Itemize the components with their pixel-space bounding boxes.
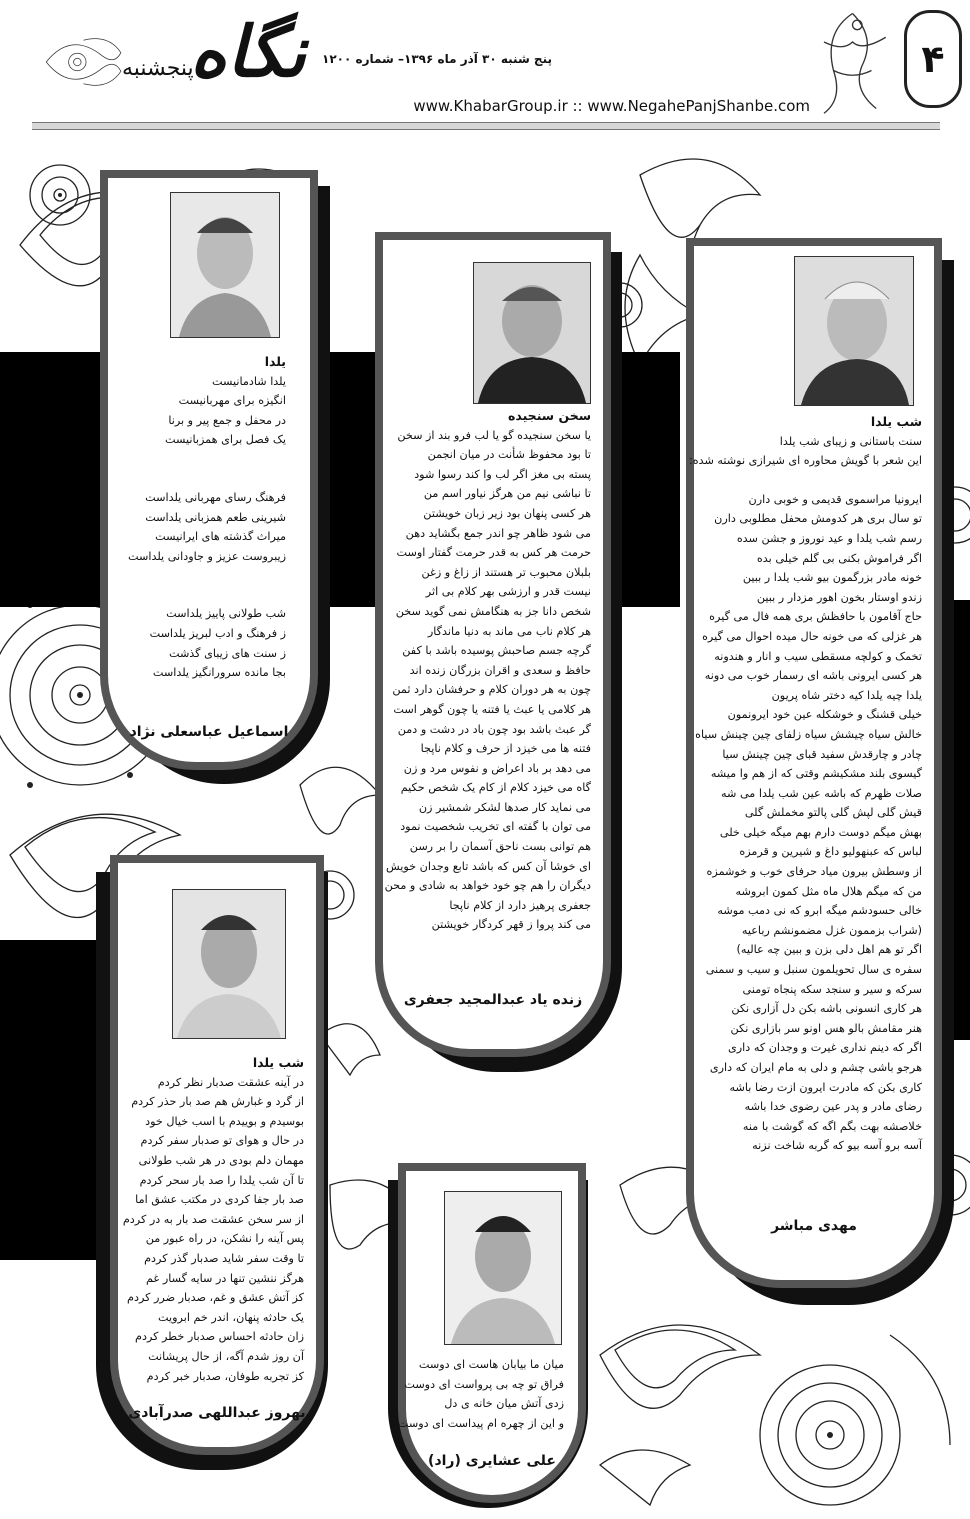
poem-line: کز تجربه طوفان، صدبار خبر کردم: [146, 1369, 304, 1383]
masthead-subtitle: پنجشنبه: [122, 56, 194, 81]
poem-line: زندو اوستار بخون اهور مزدار ر ببین: [756, 590, 922, 604]
poem-line: فرهنگ رسای مهربانی یلداست: [145, 490, 286, 504]
poem-line: تا بود محفوظ شأنت در میان انجمن: [427, 448, 591, 462]
poem-line: ز سنت های زیبای گذشت: [168, 646, 286, 660]
poem-line: قیش گلی لپش گلی پالتو مخملش گلی: [744, 806, 922, 820]
poem-line: هم توانی بست ناحق آسمان را بر رسن: [409, 840, 591, 854]
portrait-photo-behrouz: [172, 889, 286, 1039]
stanza-gap: [106, 450, 286, 469]
poem-line: فتنه ها می خیزد از حرف و کلام ناپجا: [420, 742, 591, 756]
poem-line: در حال و هوای تو صدبار سفر کردم: [140, 1134, 304, 1148]
poem-line: اگر فراموش بکنی بی گلم خیلی بده: [756, 551, 922, 565]
poem-line: هر کسی پنهان بود زیر زبان خویشتن: [423, 506, 591, 520]
poem-text-jafari: [379, 406, 591, 935]
poem-line: بلبلان محبوب تر هستند از زاغ و زغن: [421, 565, 591, 579]
poem-line: گاه می خیزد کلام از کام یک شخص حکیم: [400, 781, 591, 795]
poem-line: هر کاری انسونی باشه بکن دل آزاری نکن: [731, 1002, 922, 1016]
stanza-gap: [106, 585, 286, 604]
poem-line: صلات ظهرم که باشه عین شب یلدا می شه: [721, 786, 922, 800]
poem-text-abbasali: [106, 352, 286, 683]
poem-line: بهش میگم دوست دارم بهم میگه خیلی خلی: [719, 825, 922, 839]
poem-line: بوسیدم و بوییدم با اسب خیال خود: [145, 1114, 304, 1128]
poem-line: میان ما بیابان هاست ای دوست: [418, 1358, 564, 1371]
poem-line: کاری بکن که مادرت ایرون ازت رضا باشه: [729, 1080, 922, 1094]
poem-line: در محفل و جمع پیر و برنا: [168, 413, 286, 427]
poem-line: تا آن شب یلدا را صد بار سحر کردم: [139, 1173, 304, 1187]
author-name: زنده یاد عبدالمجید جعفری: [403, 992, 583, 1008]
poem-title: شب یلدا: [252, 1055, 304, 1070]
poem-line: زان حادثه احساس صدبار خطر کردم: [135, 1330, 304, 1344]
website-urls: www.KhabarGroup.ir :: www.NegahePanjShanbe.com: [413, 97, 810, 115]
poem-line: رضای مادر و پدر عین رضوی خدا باشه: [744, 1100, 922, 1114]
poem-line: لباس که عبنهولیو داغ و شیرین و قرمزه: [739, 845, 922, 859]
poem-line: زدی آتش میان خانه ی دل: [444, 1397, 564, 1411]
portrait-photo-mobasher: [794, 256, 914, 406]
stanza-gap: [106, 469, 286, 488]
page-header: [0, 0, 970, 135]
portrait-photo-jafari: [473, 262, 591, 404]
poem-line: پس آینه را نشکن، در راه عبور من: [145, 1232, 304, 1246]
poem-card-jafari: [375, 232, 611, 1057]
poem-line: یلدا چیه یلدا کیه دختر شاه پریون: [771, 688, 922, 702]
poem-line: سرکه و سیر و سنجد سکه پنجاه تومنی: [742, 982, 922, 996]
poem-line: می نماید کار صدها لشکر شمشیر زن: [418, 800, 591, 814]
issue-date: پنج شنبه ۳۰ آذر ماه ۱۳۹۶– شماره ۱۲۰۰: [322, 52, 552, 66]
poem-line: چون به هر دوران کلام و حرفشان دارد ثمن: [392, 683, 591, 697]
poem-line: ز فرهنگ و ادب لبریز یلداست: [149, 626, 286, 640]
poem-line: می کند پروا ز قهر کردگار خویشتن: [431, 918, 591, 932]
poem-text-behrouz: [114, 1053, 304, 1386]
poem-line: گیسوی بلند مشکیشم وقتی که از هم وا میشه: [710, 767, 922, 781]
poem-card-abbasali: [100, 170, 318, 770]
poem-line: می توان با گفته ای تخریب شخصیت نمود: [400, 820, 591, 834]
poem-line: می شود ظاهر چو اندر جمع بگشاید دهن: [405, 526, 591, 540]
poem-line: زیبروست عزیز و جاودانی یلداست: [127, 549, 286, 563]
poem-line: مهمان دلم بودی در هر شب طولانی: [138, 1153, 304, 1167]
author-name: مهدی مباشر: [771, 1218, 857, 1234]
poem-line: شیرینی طعم همزبانی یلداست: [145, 510, 286, 524]
poem-line: یلدا شادمانیست: [212, 374, 286, 388]
poem-line: و این از چهره ام پیداست ای دوست: [397, 1416, 564, 1430]
poem-card-mobasher: [686, 238, 942, 1288]
poem-line: چادر و چارقدش سفید قبای چین چینش سیا: [722, 747, 922, 761]
poem-line: شب طولانی پاییز یلداست: [166, 607, 286, 621]
poem-line: یک فصل برای همزبانیست: [165, 433, 286, 447]
poem-text-mobasher: [688, 412, 922, 1156]
poem-title: یلدا: [264, 354, 286, 369]
poem-line: ایرونیا مراسموی قدیمی و خوبی دارن: [748, 492, 922, 506]
portrait-icon: [445, 1192, 561, 1344]
author-name: اسماعیل عباسعلی نژاد: [129, 724, 289, 740]
portrait-icon: [173, 890, 285, 1038]
poem-card-ashayeri: [398, 1163, 586, 1503]
poem-line: خالی حسودشم میگه ابرو که نی دمب موشه: [717, 904, 922, 918]
poem-line: تا وقت سفر شاید صدبار گذر کردم: [144, 1251, 304, 1265]
poem-line: از سر سخن عشقت صد بار به در کردم: [122, 1212, 304, 1226]
poem-line: تا نباشی نیم من هرگز نیاور اسم من: [423, 487, 591, 501]
poem-line: سفره ی سال تحویلمون سنبل و سیب و سمنی: [705, 963, 922, 977]
poem-line: فراق تو چه بی پرواست ای دوست: [404, 1377, 564, 1391]
poem-line: نیست قدر و ارزشی بهر کلام بی اثر: [425, 585, 591, 599]
poem-line: آسه برو آسه بیو که گربه شاخت نزنه: [752, 1139, 922, 1153]
poem-line: از وسطش بیرون میاد حرفای خوب و خوشمزه: [706, 865, 922, 879]
poem-line: هر غزلی که می خونه حال میده احوال می گیره: [702, 629, 922, 643]
poem-line: خیلی قشنگ و خوشکله عین خود ایرونمون: [727, 708, 922, 722]
poem-line: خالش سیاه چیشش سیاه زلفای چین چینش سیاه: [695, 727, 922, 741]
poem-line: جعفری پرهیز دارد از کلام ناپجا: [449, 898, 591, 912]
phoenix-ornament: [805, 2, 900, 120]
poem-line: آن روز شدم آگه، از حال پریشانت: [148, 1349, 304, 1363]
stanza-gap: [688, 471, 922, 490]
poem-line: هر کلام ناب می ماند به دنیا ماندگار: [427, 624, 591, 638]
poem-line: سنت باستانی و زیبای شب یلدا: [779, 434, 922, 448]
poem-title: سخن سنجیده: [507, 408, 591, 423]
poem-line: کز آتش عشق و غم، صدبار ضرر کردم: [127, 1291, 304, 1305]
poem-line: ای خوشا آن کس که باشد تابع وجدان خویش: [386, 859, 591, 873]
poem-line: یا سخن سنجیده گو یا لب فرو بند از سخن: [397, 428, 591, 442]
stanza-gap: [106, 566, 286, 585]
poem-text-ashayeri: [397, 1355, 564, 1433]
poem-line: هنر مقامش بالو هس اونو سر بازاری نکن: [730, 1021, 922, 1035]
poem-line: صد بار جفا کردی در مکتب عشق اما: [135, 1193, 304, 1207]
portrait-icon: [474, 263, 590, 403]
poem-line: خونه مادر بزرگمون بیو شب یلدا ر ببین: [742, 571, 922, 585]
poem-line: اگر تو هم اهل دلی بزن و ببین چه عالیه): [736, 943, 922, 957]
black-band-top-left: [0, 352, 110, 607]
poem-line: من که میگم هلال ماه مثل کمون ابروشه: [735, 884, 922, 898]
poem-line: شخص دانا جز به هنگامش نمی گوید سخن: [395, 604, 591, 618]
poem-line: اگر که دینم نداری غیرت و وجدان که داری: [728, 1041, 922, 1055]
poem-line: حافظ و سعدی و اقران بزرگان زنده اند: [409, 663, 591, 677]
poem-line: دیگران را هم چو خود خواهد به شادی و محن: [384, 879, 591, 893]
poem-line: هر کسی ایرونی باشه ای رسمار خوب می دونه: [704, 669, 922, 683]
poem-line: رسم شب یلدا و عید نوروز و جشن سده: [736, 531, 922, 545]
portrait-icon: [795, 257, 913, 405]
poem-title: شب یلدا: [870, 414, 922, 429]
author-name: علی عشایری (راد): [428, 1453, 556, 1469]
poem-line: یک حادثه پنهان، اندر خم ابرویت: [158, 1310, 304, 1324]
poem-line: هرگز ننشین تنها در سایه گسار غم: [145, 1271, 304, 1285]
poem-line: تخمک و کولچه مسقطی سیب و انار و هندونه: [714, 649, 922, 663]
author-name: بهروز عبداللهی صدرآبادی: [128, 1405, 306, 1421]
poem-line: گرچه جسم صاحبش پوسیده باشد با کفن: [402, 644, 591, 658]
black-band-bottom-left: [0, 940, 100, 1260]
poem-line: تو سال بری هر کدومش محفل مطلوبی دارن: [714, 512, 922, 526]
poem-line: میراث گذشته های ایرانیست: [155, 530, 286, 544]
poem-line: در آینه عشقت صدبار نظر کردم: [157, 1075, 304, 1089]
poem-line: می دهد بر باد اعراض و نفوس مرد و زن: [403, 761, 591, 775]
portrait-icon: [171, 193, 279, 337]
poem-line: حاج آقامون با حافظش بری همه فال می گیره: [709, 610, 922, 624]
masthead-logo: نگاه: [190, 10, 307, 93]
poem-card-behrouz: [110, 855, 324, 1455]
poem-line: این شعر با گویش محاوره ای شیرازی نوشته شده:: [689, 454, 922, 468]
poem-line: حرمت هر کس به قدر حرمت گفتار اوست: [396, 546, 591, 560]
poem-line: پسته بی مغز اگر لب وا کند رسوا شود: [414, 467, 591, 481]
portrait-photo-abbasali: [170, 192, 280, 338]
poem-line: هرجو باشی چشم و دلی به مام ایران که داری: [709, 1061, 922, 1074]
poem-line: هر کلامی یا عبث یا فتنه یا چون گوهر است: [393, 702, 591, 716]
header-rule: [32, 122, 940, 130]
poem-line: انگیزه برای مهربانیست: [178, 394, 286, 408]
page-number-badge: ۴: [904, 10, 962, 108]
poem-line: خلاصشه بهت بگم اگه که گوشت با منه: [742, 1119, 922, 1133]
poem-line: گر عبث باشد بود چون باد در دشت و دمن: [397, 722, 591, 736]
poem-line: از گرد و غبارش هم صد بار حذر کردم: [131, 1095, 304, 1109]
poem-line: (شراب بزممون غزل مضمونشم رباعیه: [741, 923, 922, 937]
portrait-photo-ashayeri: [444, 1191, 562, 1345]
poem-line: بجا مانده سرورانگیز یلداست: [152, 666, 286, 680]
